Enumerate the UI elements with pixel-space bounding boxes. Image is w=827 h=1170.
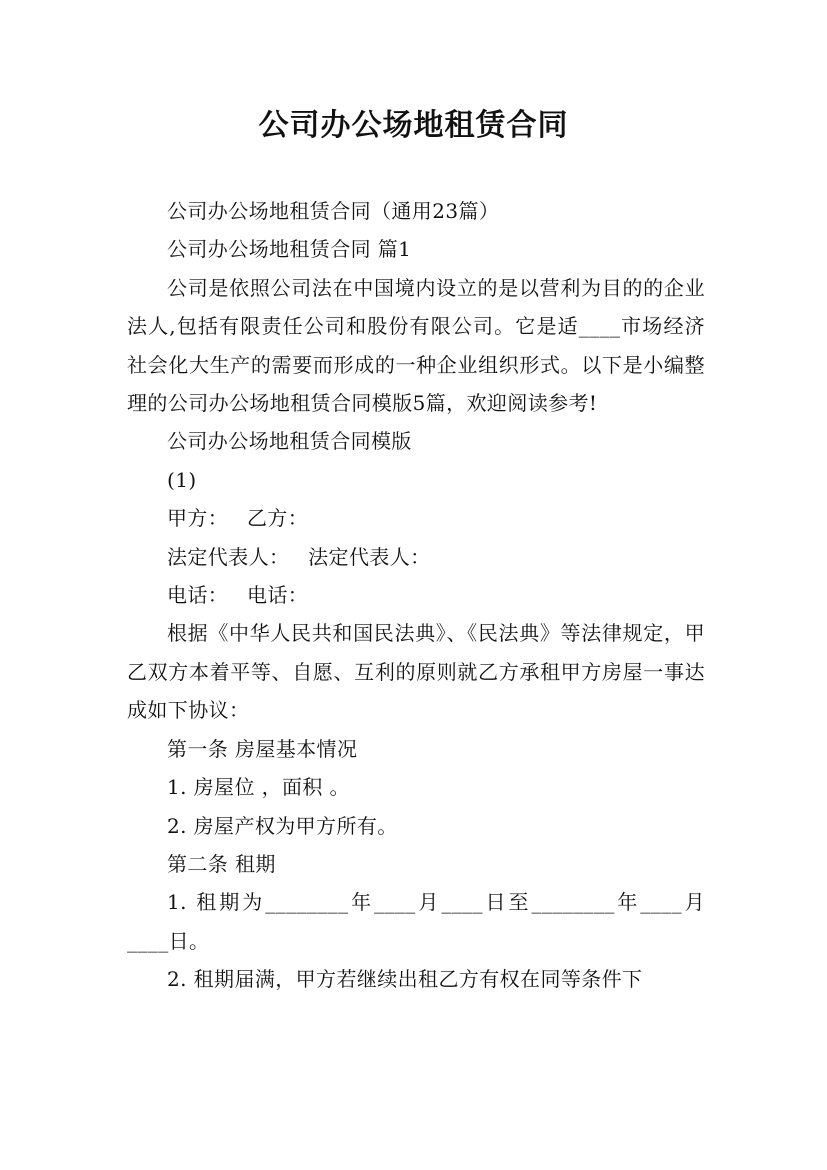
paragraph-template-title: 公司办公场地租赁合同模版	[167, 429, 412, 454]
paragraph-subtitle: 公司办公场地租赁合同（通用23篇）	[167, 199, 500, 223]
paragraph-phones: 电话： 电话：	[167, 583, 309, 608]
document-body	[127, 192, 705, 999]
paragraph-parties: 甲方： 乙方：	[167, 506, 309, 531]
paragraph-article-1-item-1: 1. 房屋位 ，面积 。	[167, 775, 350, 800]
paragraph-article-1: 第一条 房屋基本情况	[167, 736, 358, 761]
paragraph-section-heading: 公司办公场地租赁合同 篇1	[167, 237, 412, 262]
paragraph-legal-representatives: 法定代表人： 法定代表人：	[167, 544, 431, 569]
document-title: 公司办公场地租赁合同	[258, 108, 569, 143]
paragraph-legal-basis: 根据《中华人民共和国民法典》、《民法典》等法律规定，甲乙双方本着平等、自愿、互利的原则就乙方承租甲方房屋一事达成如下协议：	[127, 621, 705, 723]
paragraph-article-2-item-1: 1. 租期为________年____月____日至________年____月____日。	[127, 890, 705, 953]
paragraph-article-2-item-2: 2. 租期届满，甲方若继续出租乙方有权在同等条件下	[167, 967, 643, 992]
paragraph-article-1-item-2: 2. 房屋产权为甲方所有。	[167, 813, 398, 838]
paragraph-intro: 公司是依照公司法在中国境内设立的是以营利为目的的企业法人,包括有限责任公司和股份有限公司。它是适____市场经济社会化大生产的需要而形成的一种企业组织形式。以下是小编整理的公司办公场地租赁合同模版5篇，欢迎阅读参考!	[127, 275, 705, 416]
paragraph-number: (1)	[167, 467, 197, 492]
paragraph-article-2: 第二条 租期	[167, 851, 276, 876]
